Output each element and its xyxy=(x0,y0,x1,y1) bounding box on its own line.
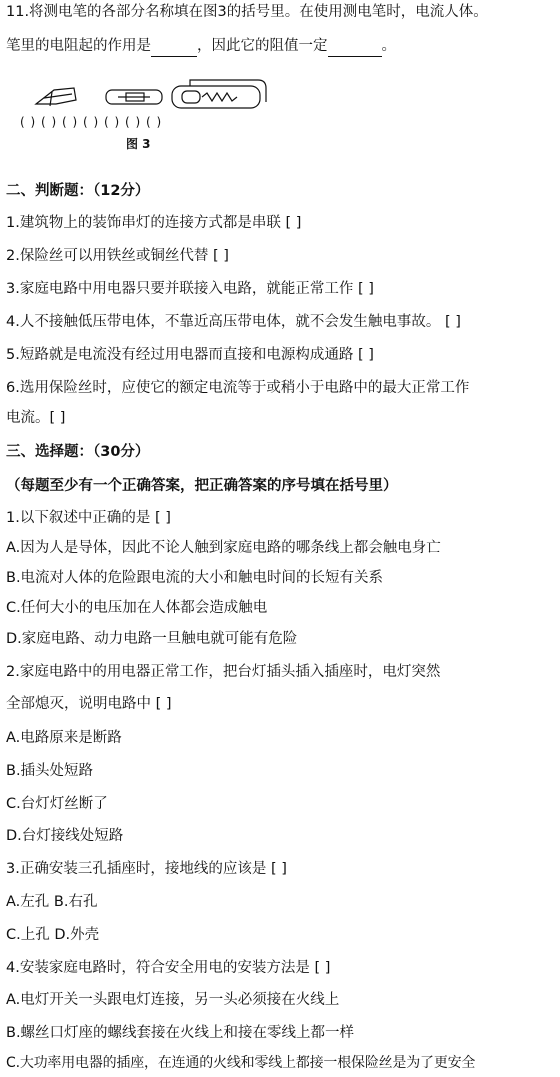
s3-line-10: C.台灯灯丝断了 xyxy=(6,796,108,812)
answer-blank-2 xyxy=(328,36,382,57)
s3-line-11: D.台灯接线处短路 xyxy=(6,828,124,844)
s2-item-2: 2.保险丝可以用铁丝或铜丝代替 [ ] xyxy=(6,248,229,264)
section3-note: （每题至少有一个正确答案，把正确答案的序号填在括号里） xyxy=(6,478,398,494)
section3-heading: 三、选择题：（30分） xyxy=(6,444,150,460)
q11-line2-suffix: 。 xyxy=(381,38,396,54)
s3-line-13: A.左孔 B.右孔 xyxy=(6,894,98,910)
s2-item-3: 3.家庭电路中用电器只要并联接入电路，就能正常工作 [ ] xyxy=(6,281,374,297)
figure-caption: 图 3 xyxy=(126,137,151,151)
s3-line-5: D.家庭电路、动力电路一旦触电就可能有危险 xyxy=(6,631,298,647)
s3-line-18: C.大功率用电器的插座，在连通的火线和零线上都接一根保险丝是为了更安全 xyxy=(6,1055,476,1071)
s2-item-1: 1.建筑物上的装饰串灯的连接方式都是串联 [ ] xyxy=(6,215,302,231)
s3-line-16: A.电灯开关一头跟电灯连接，另一头必须接在火线上 xyxy=(6,992,340,1008)
answer-blank-1 xyxy=(151,36,197,57)
s3-line-3: B.电流对人体的危险跟电流的大小和触电时间的长短有关系 xyxy=(6,570,384,586)
s3-line-7: 全部熄灭，说明电路中 [ ] xyxy=(6,696,172,712)
figure-brackets: ( ) ( ) ( ) ( ) ( ) ( ) ( ) xyxy=(20,115,163,129)
s3-line-4: C.任何大小的电压加在人体都会造成触电 xyxy=(6,600,268,616)
s2-item-5: 5.短路就是电流没有经过用电器而直接和电源构成通路 [ ] xyxy=(6,347,374,363)
pen-body-shape xyxy=(172,86,260,108)
q11-line2 xyxy=(6,36,396,57)
q11-line2-prefix: 笔里的电阻起的作用是 xyxy=(6,38,151,54)
q11-line2-middle: ，因此它的阻值一定 xyxy=(197,38,328,54)
q11-line1: 11.将测电笔的各部分名称填在图3的括号里。在使用测电笔时，电流人体。 xyxy=(6,4,488,20)
s3-line-17: B.螺丝口灯座的螺线套接在火线上和接在零线上都一样 xyxy=(6,1025,355,1041)
s3-line-12: 3.正确安装三孔插座时，接地线的应该是 [ ] xyxy=(6,861,287,877)
s3-line-6: 2.家庭电路中的用电器正常工作，把台灯插头插入插座时，电灯突然 xyxy=(6,664,441,680)
s3-line-14: C.上孔 D.外壳 xyxy=(6,927,100,943)
s2-item-6-cont: 电流。[ ] xyxy=(6,410,66,426)
s2-item-4: 4.人不接触低压带电体，不靠近高压带电体，就不会发生触电事故。 [ ] xyxy=(6,314,461,330)
section2-heading: 二、判断题：（12分） xyxy=(6,183,150,199)
s3-line-8: A.电路原来是断路 xyxy=(6,730,122,746)
s3-line-9: B.插头处短路 xyxy=(6,763,94,779)
s3-line-15: 4.安装家庭电路时，符合安全用电的安装方法是 [ ] xyxy=(6,960,331,976)
s2-item-6: 6.选用保险丝时，应使它的额定电流等于或稍小于电路中的最大正常工作 xyxy=(6,380,470,396)
s3-line-2: A.因为人是导体，因此不论人触到家庭电路的哪条线上都会触电身亡 xyxy=(6,540,441,556)
s3-line-1: 1.以下叙述中正确的是 [ ] xyxy=(6,510,171,526)
